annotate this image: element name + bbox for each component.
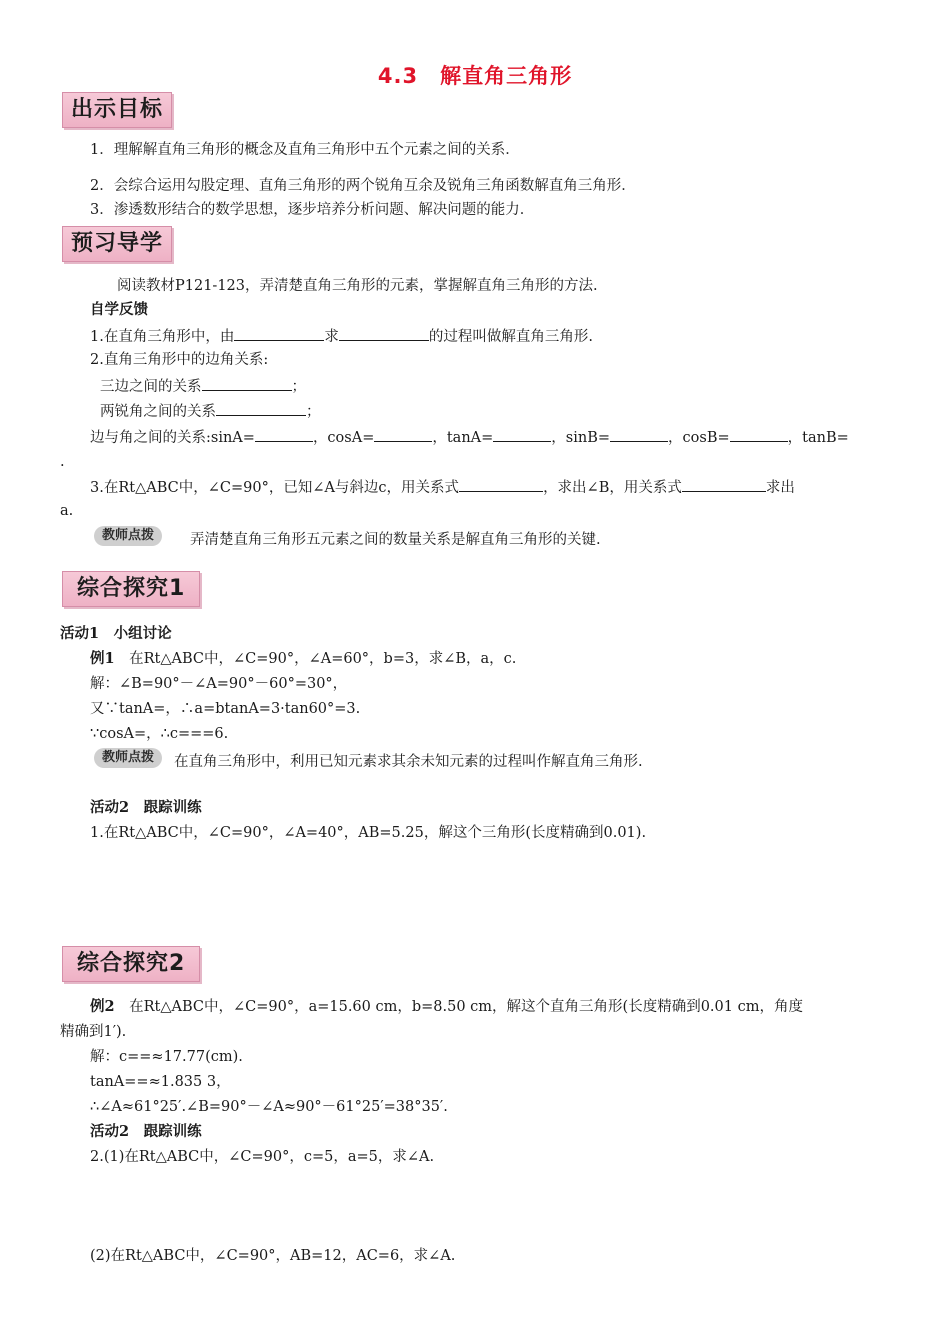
solution-1-line-2: 又∵tanA=，∴a=btanA=3·tan60°=3. — [90, 701, 361, 717]
example-1-label: 例1 — [90, 650, 115, 667]
answer-blank[interactable] — [682, 476, 766, 492]
answer-blank[interactable] — [459, 476, 543, 492]
question-2a: 三边之间的关系 ； — [100, 375, 306, 397]
activity-2-title-2: 活动2 跟踪训练 — [90, 1123, 202, 1140]
answer-blank[interactable] — [202, 375, 292, 391]
goal-item-3: 3．渗透数形结合的数学思想，逐步培养分析问题、解决问题的能力． — [90, 202, 535, 218]
question-1 — [90, 325, 593, 347]
question-2b: 两锐角之间的关系 ； — [100, 400, 321, 422]
activity-1-title: 活动1 小组讨论 — [60, 625, 172, 642]
goal-item-2: 2．会综合运用勾股定理、直角三角形的两个锐角互余及锐角三角函数解直角三角形． — [90, 178, 636, 194]
page-title: 4.3 解直角三角形 — [377, 64, 573, 88]
question-2c — [90, 426, 849, 448]
feedback-title: 自学反馈 — [90, 301, 148, 318]
answer-blank[interactable] — [493, 426, 551, 442]
example-2 — [90, 997, 803, 1017]
tan-b-label: ，tanB= — [787, 430, 849, 446]
teacher-tip-text-2: 在直角三角形中，利用已知元素求其余未知元素的过程叫作解直角三角形. — [174, 754, 643, 770]
question-1-text-b: 求 — [324, 329, 339, 345]
question-2b-text: 两锐角之间的关系 — [100, 404, 216, 420]
training-question-1: 1.在Rt△ABC中，∠C=90°，∠A=40°，AB=5.25，解这个三角形(长度精确到0.01). — [90, 825, 647, 841]
answer-blank[interactable] — [216, 400, 306, 416]
answer-blank[interactable] — [374, 426, 432, 442]
question-1-text-c: 的过程叫做解直角三角形. — [428, 329, 593, 345]
question-3-text-c: 求出 — [765, 480, 795, 496]
section-tag-explore2: 综合探究2 — [62, 946, 200, 982]
cos-b-label: ，cosB= — [668, 430, 730, 446]
solution-2-line-3: ∴∠A≈61°25′.∠B=90°－∠A≈90°－61°25′=38°35′. — [90, 1099, 448, 1115]
activity-2-title: 活动2 跟踪训练 — [90, 799, 202, 816]
solution-1-line-1: 解：∠B=90°－∠A=90°－60°=30°， — [90, 676, 348, 692]
question-2a-text: 三边之间的关系 — [100, 379, 202, 395]
sin-b-label: ，sinB= — [551, 430, 611, 446]
training-question-2a: 2.(1)在Rt△ABC中，∠C=90°，c=5，a=5，求∠A. — [90, 1149, 435, 1165]
tan-a-label: ，tanA= — [432, 430, 494, 446]
example-2-text: 在Rt△ABC中，∠C=90°，a=15.60 cm，b=8.50 cm，解这个直角三角形(长度精确到0.01 cm，角度 — [129, 999, 803, 1015]
solution-1-line-3: ∵cosA=，∴c===6. — [90, 726, 229, 742]
example-1 — [90, 649, 516, 669]
teacher-tip-badge-2: 教师点拨 — [94, 748, 162, 768]
example-2-label: 例2 — [90, 998, 115, 1015]
solution-2-line-2: tanA==≈1.835 3， — [90, 1074, 231, 1090]
reading-instruction: 阅读教材P121-123，弄清楚直角三角形的元素，掌握解直角三角形的方法. — [117, 278, 598, 294]
question-3-text-a: 3.在Rt△ABC中，∠C=90°，已知∠A与斜边c，用关系式 — [90, 480, 460, 496]
example-1-text: 在Rt△ABC中，∠C=90°，∠A=60°，b=3，求∠B，a，c. — [129, 651, 517, 667]
question-1-text-a: 1.在直角三角形中，由 — [90, 329, 235, 345]
cos-a-label: ，cosA= — [312, 430, 375, 446]
training-question-2b: (2)在Rt△ABC中，∠C=90°，AB=12，AC=6，求∠A. — [90, 1248, 456, 1264]
answer-blank[interactable] — [339, 325, 429, 341]
section-tag-explore1: 综合探究1 — [62, 571, 200, 607]
question-3-text-b: ，求出∠B，用关系式 — [543, 480, 682, 496]
teacher-tip-text: 弄清楚直角三角形五元素之间的数量关系是解直角三角形的关键. — [190, 532, 601, 548]
question-3 — [90, 476, 795, 498]
section-tag-goals: 出示目标 — [62, 92, 172, 128]
answer-blank[interactable] — [234, 325, 324, 341]
example-2-line-2: 精确到1′). — [60, 1024, 127, 1040]
solution-2-line-1: 解：c==≈17.77(cm). — [90, 1049, 243, 1065]
answer-blank[interactable] — [610, 426, 668, 442]
goal-item-1: 1．理解解直角三角形的概念及直角三角形中五个元素之间的关系． — [90, 142, 520, 158]
period-mark: . — [60, 454, 65, 470]
teacher-tip-badge: 教师点拨 — [94, 526, 162, 546]
answer-blank[interactable] — [730, 426, 788, 442]
question-2: 2.直角三角形中的边角关系: — [90, 352, 269, 368]
question-3-end: a. — [60, 503, 74, 519]
sin-a-label: 边与角之间的关系:sinA= — [90, 430, 255, 446]
section-tag-preview: 预习导学 — [62, 226, 172, 262]
answer-blank[interactable] — [255, 426, 313, 442]
